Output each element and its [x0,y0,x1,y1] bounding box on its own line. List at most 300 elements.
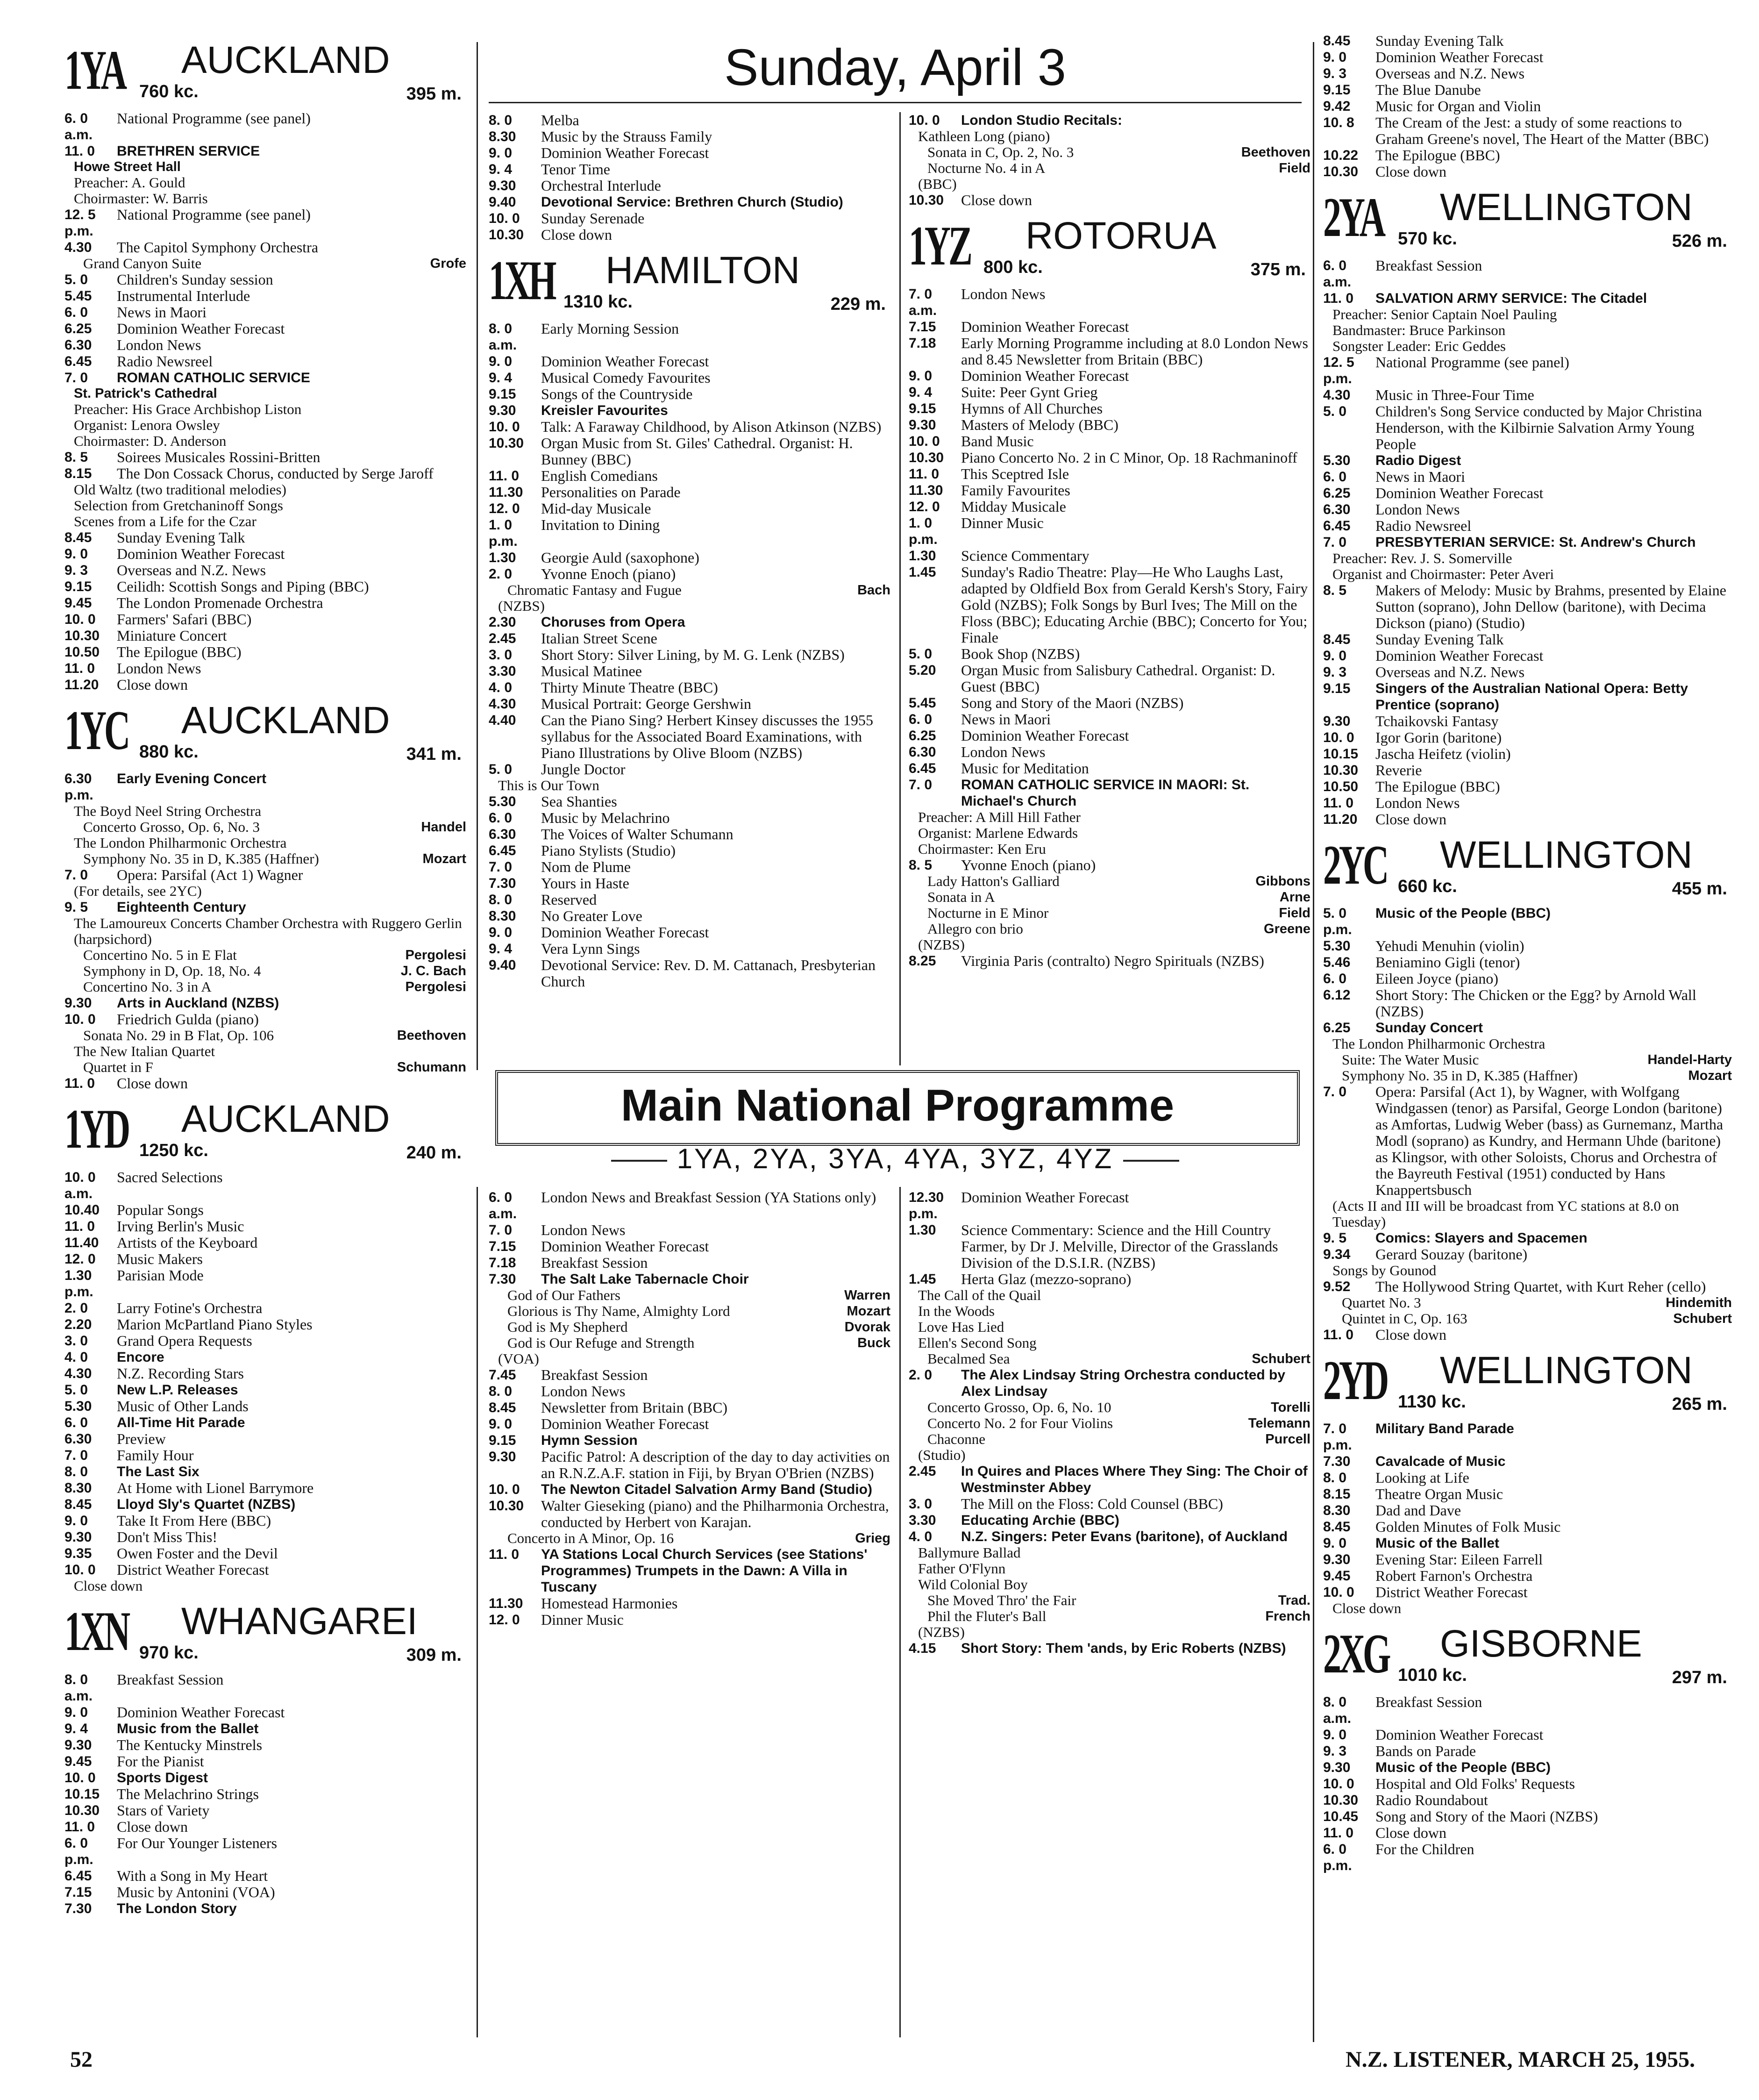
time: 10.30 [1323,1793,1359,1808]
programme-text: Dominion Weather Forecast [961,1189,1129,1206]
programme-entry [909,1222,1310,1271]
detail-line: (For details, see 2YC) [74,883,202,899]
programme-entry [1323,1841,1732,1874]
programme-text: Masters of Melody (BBC) [961,416,1118,433]
programme-entry [64,353,466,370]
detail-line: Kathleen Long (piano) [918,128,1050,144]
programme-text: Close down [961,192,1032,208]
programme-entry [1323,1743,1732,1759]
time: 8. 5 [1323,583,1347,598]
station-frequency: 660 kc. [1398,877,1457,896]
programme-text: Can the Piano Sing? Herbert Kinsey discusses the 1955 syllabus for the Associated Board Examinations, with Piano Illustrations by Olive Bloom (NZBS) [541,712,873,761]
programme-text: Military Band Parade [1375,1421,1514,1436]
programme-text: Educating Archie (BBC) [961,1513,1119,1528]
work-row [909,921,1310,937]
programme-text: Jascha Heifetz (violin) [1375,745,1511,762]
programme-entry [909,953,1310,969]
programme-text: Cavalcade of Music [1375,1454,1506,1469]
work-row [909,873,1310,889]
programme-text: The Epilogue (BBC) [1375,778,1500,795]
programme-entry [909,112,1310,129]
programme-text: At Home with Lionel Barrymore [117,1479,314,1496]
programme-text: Dominion Weather Forecast [117,545,285,562]
programme-text: Midday Musicale [961,498,1066,515]
station-call-sign: 1XH [489,249,555,311]
programme-text: London News [541,1221,626,1238]
programme-text: Radio Digest [1375,453,1461,468]
work-row [64,979,466,995]
programme-entry [64,143,466,159]
detail-line: Songster Leader: Eric Geddes [1332,338,1506,354]
programme-entry [64,1300,466,1316]
programme-text: The Epilogue (BBC) [117,643,242,660]
programme-text: Piano Stylists (Studio) [541,842,676,859]
programme-entry [64,1529,466,1545]
composer: Telemann [1248,1416,1310,1431]
programme-entry [1323,501,1732,518]
programme-text: Piano Concerto No. 2 in C Minor, Op. 18 Rachmaninoff [961,449,1297,466]
programme-text: Breakfast Session [541,1254,648,1271]
station-call-sign: 1YA [64,39,125,101]
programme-text: Eighteenth Century [117,900,246,915]
programme-entry [489,517,890,550]
programme-entry [64,1349,466,1365]
detail-line: Selection from Gretchaninoff Songs [74,497,283,514]
programme-entry [64,239,466,256]
programme-entry [1323,33,1732,49]
work-title: Concerto No. 2 for Four Violins [927,1415,1113,1431]
work-title: Suite: The Water Music [1342,1051,1479,1068]
detail-line: Preacher: Senior Captain Noel Pauling [1332,306,1557,322]
time: 4.30 [64,1366,92,1381]
programme-text: No Greater Love [541,907,642,924]
work-row [1323,1068,1732,1084]
composer: Trad. [1278,1593,1310,1608]
column-rule [477,42,478,1070]
detail-line: Ballymure Ballad [918,1544,1021,1561]
time: 10. 0 [909,113,940,128]
programme-text: Breakfast Session [117,1671,224,1688]
detail-line: Father O'Flynn [918,1560,1006,1577]
programme-entry [909,368,1310,384]
detail-line: The London Philharmonic Orchestra [1332,1036,1545,1052]
programme-text: Golden Minutes of Folk Music [1375,1518,1561,1535]
work-title: Chaconne [927,1431,985,1447]
station-block [1323,1621,1732,1874]
composer: Torelli [1271,1400,1310,1415]
time: 9.45 [64,1754,92,1769]
programme-entry [1323,354,1732,387]
time: 6. 0 [1323,971,1347,986]
programme-text: Encore [117,1350,164,1365]
programme-text: The Don Cossack Chorus, conducted by Serge Jaroff [117,465,434,482]
programme-text: National Programme (see panel) [1375,354,1569,371]
time: 5.45 [64,288,92,304]
time: 10.30 [64,1803,100,1818]
time: 9.15 [1323,681,1351,696]
programme-entry [64,546,466,562]
station-block [64,698,466,1092]
programme-entry [1323,1584,1732,1600]
time: 9.52 [1323,1279,1351,1294]
time: 8. 0 [64,1464,88,1479]
composer: Buck [857,1336,890,1350]
programme-text: Family Hour [117,1447,194,1464]
time: 6. 0 a.m. [489,1190,517,1221]
time: 5.30 [1323,453,1351,468]
composer: Mozart [847,1304,890,1319]
page-title: Sunday, April 3 [724,39,1066,96]
time: 11. 0 [64,661,95,676]
programme-text: Music by Antonini (VOA) [117,1884,275,1900]
time: 10. 0 [489,211,520,226]
programme-text: Close down [1375,1326,1446,1343]
time: 1.30 [909,548,936,564]
time: 12.30 p.m. [909,1190,944,1221]
programme-entry [489,1416,890,1432]
detail-line: Choirmaster: Ken Eru [918,841,1046,857]
station-wavelength: 240 m. [406,1143,462,1163]
detail-line: Organist: Marlene Edwards [918,825,1078,841]
programme-entry [64,771,466,803]
programme-entry [1323,987,1732,1020]
work-row [909,905,1310,921]
programme-text: London Studio Recitals: [961,113,1122,128]
programme-entry [489,1498,890,1530]
programme-text: Vera Lynn Sings [541,940,640,957]
time: 3.30 [909,1513,936,1528]
work-title: Sonata No. 29 in B Flat, Op. 106 [83,1027,274,1043]
composer: Grieg [855,1531,890,1546]
work-row [489,582,890,598]
programme-entry [1323,1453,1732,1470]
time: 5.46 [1323,955,1351,970]
detail-line: The London Philharmonic Orchestra [74,835,287,851]
programme-entry [64,660,466,677]
programme-text: Personalities on Parade [541,484,681,500]
programme-text: Devotional Service: Brethren Church (Studio) [541,194,843,210]
detail-line: Scenes from a Life for the Czar [74,513,256,529]
programme-text: Sacred Selections [117,1169,223,1186]
work-row [909,1431,1310,1447]
detail-line: Old Waltz (two traditional melodies) [74,481,286,498]
programme-entry [64,370,466,386]
programme-text: Kreisler Favourites [541,403,668,418]
time: 9.30 [1323,1760,1351,1775]
programme-text: This Sceptred Isle [961,465,1069,482]
time: 7. 0 [64,867,88,883]
programme-text: London News [1375,501,1460,518]
programme-entry [489,500,890,517]
programme-text: Early Morning Session [541,320,679,337]
column-2 [489,112,890,1058]
programme-entry [489,550,890,566]
programme-text: Overseas and N.Z. News [1375,65,1525,82]
detail-line: In the Woods [918,1303,995,1319]
programme-text: Ceilidh: Scottish Songs and Piping (BBC) [117,578,369,595]
time: 9.45 [1323,1568,1351,1584]
programme-entry [909,192,1310,208]
programme-text: Stars of Variety [117,1802,210,1819]
programme-text: Singers of the Australian National Opera: Betty Prentice (soprano) [1375,681,1688,713]
work-row [1323,1052,1732,1068]
station-wavelength: 395 m. [406,84,462,104]
programme-text: Radio Roundabout [1375,1792,1488,1808]
programme-entry [489,1238,890,1255]
work-title: God of Our Fathers [507,1287,620,1303]
programme-text: Dominion Weather Forecast [541,1238,709,1255]
programme-text: The Alex Lindsay String Orchestra conducted by Alex Lindsay [961,1367,1286,1399]
time: 11. 0 [64,143,95,159]
programme-text: Pacific Patrol: A description of the day to day activities on an R.N.Z.A.F. station in Fiji, by Bryan O'Brien (NZBS) [541,1448,890,1481]
time: 1.45 [909,564,936,580]
programme-entry [489,1481,890,1498]
programme-text: Hymns of All Churches [961,400,1103,417]
time: 8.15 [64,466,92,481]
time: 9. 5 [1323,1230,1347,1246]
programme-entry [909,450,1310,466]
work-title: Concertino No. 3 in A [83,979,212,995]
programme-text: Thirty Minute Theatre (BBC) [541,679,718,696]
time: 2. 0 [64,1300,88,1316]
programme-text: Yours in Haste [541,875,629,892]
work-title: Phil the Fluter's Ball [927,1608,1047,1624]
station-block [489,248,890,990]
programme-text: Hymn Session [541,1433,638,1448]
programme-text: Dad and Dave [1375,1502,1461,1519]
time: 8.45 [1323,1519,1351,1535]
time: 10. 0 [489,1482,520,1497]
time: 11. 0 [909,466,940,482]
work-row [909,1351,1310,1367]
detail-line: This is Our Town [498,777,599,793]
programme-entry [489,1271,890,1287]
composer: Pergolesi [405,948,466,963]
station-city: AUCKLAND [181,699,390,742]
programme-entry [64,1398,466,1414]
programme-entry [1323,905,1732,938]
programme-entry [489,566,890,582]
time: 6. 0 a.m. [1323,258,1352,290]
programme-text: Dominion Weather Forecast [117,1704,285,1721]
programme-text: Artists of the Keyboard [117,1234,258,1251]
programme-text: Music by Melachrino [541,809,670,826]
time: 9. 0 [909,368,933,384]
programme-text: Song and Story of the Maori (NZBS) [961,694,1184,711]
programme-text: Owen Foster and the Devil [117,1545,278,1562]
time: 6. 0 [64,305,88,320]
time: 12. 0 [909,499,940,514]
programme-text: YA Stations Local Church Services (see Stations' Programmes) Trumpets in the Dawn: A Villa in Tuscany [541,1547,868,1595]
programme-text: Preview [117,1430,166,1447]
programme-text: Close down [117,1075,188,1092]
detail-line: Preacher: His Grace Archbishop Liston [74,401,302,417]
programme-text: Close down [117,676,188,693]
time: 6.30 [1323,502,1351,517]
station-block [1323,33,1732,180]
venue-line: Howe Street Hall [74,159,181,174]
work-title: Becalmed Sea [927,1350,1010,1367]
programme-text: ROMAN CATHOLIC SERVICE IN MAORI: St. Michael's Church [961,777,1250,809]
composer: Dvorak [844,1320,890,1335]
programme-entry [64,899,466,915]
time: 2.45 [489,631,516,646]
time: 10.30 [1323,164,1359,179]
station-call-sign: 1YZ [909,214,970,277]
programme-entry [64,1169,466,1202]
time: 9. 3 [64,563,88,578]
programme-entry [909,646,1310,662]
programme-text: Sunday Serenade [541,210,645,227]
station-block [909,112,1310,208]
time: 8.45 [1323,33,1351,49]
programme-text: Dominion Weather Forecast [541,924,709,941]
time: 11. 0 [64,1219,95,1234]
time: 6.25 [1323,486,1351,501]
programme-text: Book Shop (NZBS) [961,645,1080,662]
detail-line: (VOA) [498,1350,539,1367]
programme-text: Virginia Paris (contralto) Negro Spirituals (NZBS) [961,952,1264,969]
programme-text: Don't Miss This! [117,1529,217,1545]
programme-text: Musical Portrait: George Gershwin [541,695,751,712]
composer: Field [1279,161,1310,176]
programme-entry [1323,1825,1732,1841]
composer: Schubert [1673,1311,1732,1326]
programme-text: The Mill on the Floss: Cold Counsel (BBC) [961,1495,1223,1512]
programme-entry [1323,1020,1732,1036]
programme-text: News in Maori [961,711,1051,728]
programme-text: Short Story: Them 'ands, by Eric Roberts (NZBS) [961,1641,1286,1656]
time: 6.12 [1323,987,1351,1003]
programme-text: News in Maori [1375,468,1465,485]
programme-text: London News [1375,794,1460,811]
work-row [489,1319,890,1335]
programme-text: Tchaikovski Fantasy [1375,713,1499,729]
time: 5.30 [489,794,516,809]
time: 7. 0 [1323,535,1347,550]
programme-text: Dominion Weather Forecast [541,144,709,161]
time: 8.30 [1323,1503,1351,1518]
column-rule [899,112,901,1065]
stations-list: 1YA, 2YA, 3YA, 4YA, 3YZ, 4YZ [677,1143,1114,1174]
work-title: Concerto Grosso, Op. 6, No. 10 [927,1399,1111,1415]
programme-entry [909,482,1310,499]
time: 9.35 [64,1546,92,1561]
programme-entry [64,337,466,353]
time: 12. 5 p.m. [64,207,96,239]
programme-entry [909,760,1310,777]
work-title: Quartet No. 3 [1342,1294,1421,1311]
programme-entry [909,1529,1310,1545]
composer: J. C. Bach [400,964,466,979]
programme-entry [1323,713,1732,729]
work-title: Chromatic Fantasy and Fugue [507,582,682,598]
programme-entry [64,1447,466,1464]
programme-text: Dominion Weather Forecast [1375,647,1544,664]
time: 6. 0 [64,1415,88,1430]
programme-entry [489,957,890,990]
programme-text: Yehudi Menuhin (violin) [1375,937,1524,954]
work-row [489,1287,890,1303]
programme-text: The Last Six [117,1464,199,1479]
time: 6.25 [909,728,936,743]
programme-text: Choruses from Opera [541,614,685,630]
programme-entry [1323,387,1732,403]
station-block [489,112,890,243]
programme-entry [1323,971,1732,987]
detail-line: The Call of the Quail [918,1287,1041,1303]
programme-text: Comics: Slayers and Spacemen [1375,1230,1588,1246]
column-rule [477,1187,478,2037]
programme-text: Overseas and N.Z. News [1375,664,1525,680]
time: 2.20 [64,1317,92,1332]
programme-text: District Weather Forecast [1375,1584,1528,1600]
time: 11. 0 [1323,1327,1354,1343]
programme-entry [909,1271,1310,1287]
programme-entry [909,711,1310,728]
programme-entry [489,941,890,957]
programme-text: Children's Song Service conducted by Major Christina Henderson, with the Kilbirnie Salvation Army Young People [1375,403,1702,452]
programme-entry [1323,680,1732,713]
time: 9.30 [64,1529,92,1545]
time: 9.40 [489,957,516,973]
work-title: Quartet in F [83,1059,153,1075]
programme-entry [64,1671,466,1704]
work-row [64,963,466,979]
column-rule [899,1187,901,2037]
programme-text: National Programme (see panel) [117,206,311,223]
programme-text: Take It From Here (BBC) [117,1512,271,1529]
programme-text: Nom de Plume [541,858,631,875]
programme-text: Dominion Weather Forecast [1375,49,1544,65]
station-wavelength: 309 m. [406,1645,462,1665]
programme-entry [489,468,890,484]
programme-text: Lloyd Sly's Quartet (NZBS) [117,1497,296,1512]
programme-entry [489,1189,890,1222]
time: 6.30 [64,1431,92,1447]
station-header [64,1599,466,1669]
work-title: Lady Hatton's Galliard [927,873,1060,889]
programme-text: Makers of Melody: Music by Brahms, presented by Elaine Sutton (soprano), John Dellow (baritone), with Decima Dickson (piano) (Studio) [1375,582,1726,631]
programme-entry [489,419,890,435]
programme-text: Italian Street Scene [541,630,657,647]
publication-line: N.Z. LISTENER, MARCH 25, 1955. [1346,2047,1695,2072]
time: 5. 0 [909,646,933,662]
programme-text: Band Music [961,433,1034,450]
station-header [1323,1621,1732,1691]
programme-entry [64,628,466,644]
station-call-sign: 2XG [1323,1622,1389,1685]
detail-line: (NZBS) [498,598,545,614]
programme-entry [909,417,1310,433]
programme-entry [909,286,1310,319]
programme-entry [489,1222,890,1238]
programme-text: For Our Younger Listeners [117,1835,278,1851]
composer: Greene [1264,921,1310,936]
programme-text: Music for Organ and Violin [1375,98,1541,114]
programme-entry [909,744,1310,760]
programme-entry [1323,469,1732,485]
programme-entry [909,728,1310,744]
programme-entry [1323,1519,1732,1535]
station-wavelength: 297 m. [1672,1668,1727,1687]
work-row [64,819,466,835]
programme-entry [489,696,890,712]
programme-entry [64,579,466,595]
programme-entry [64,1704,466,1721]
time: 6.30 [909,744,936,760]
station-frequency: 1250 kc. [139,1141,208,1160]
